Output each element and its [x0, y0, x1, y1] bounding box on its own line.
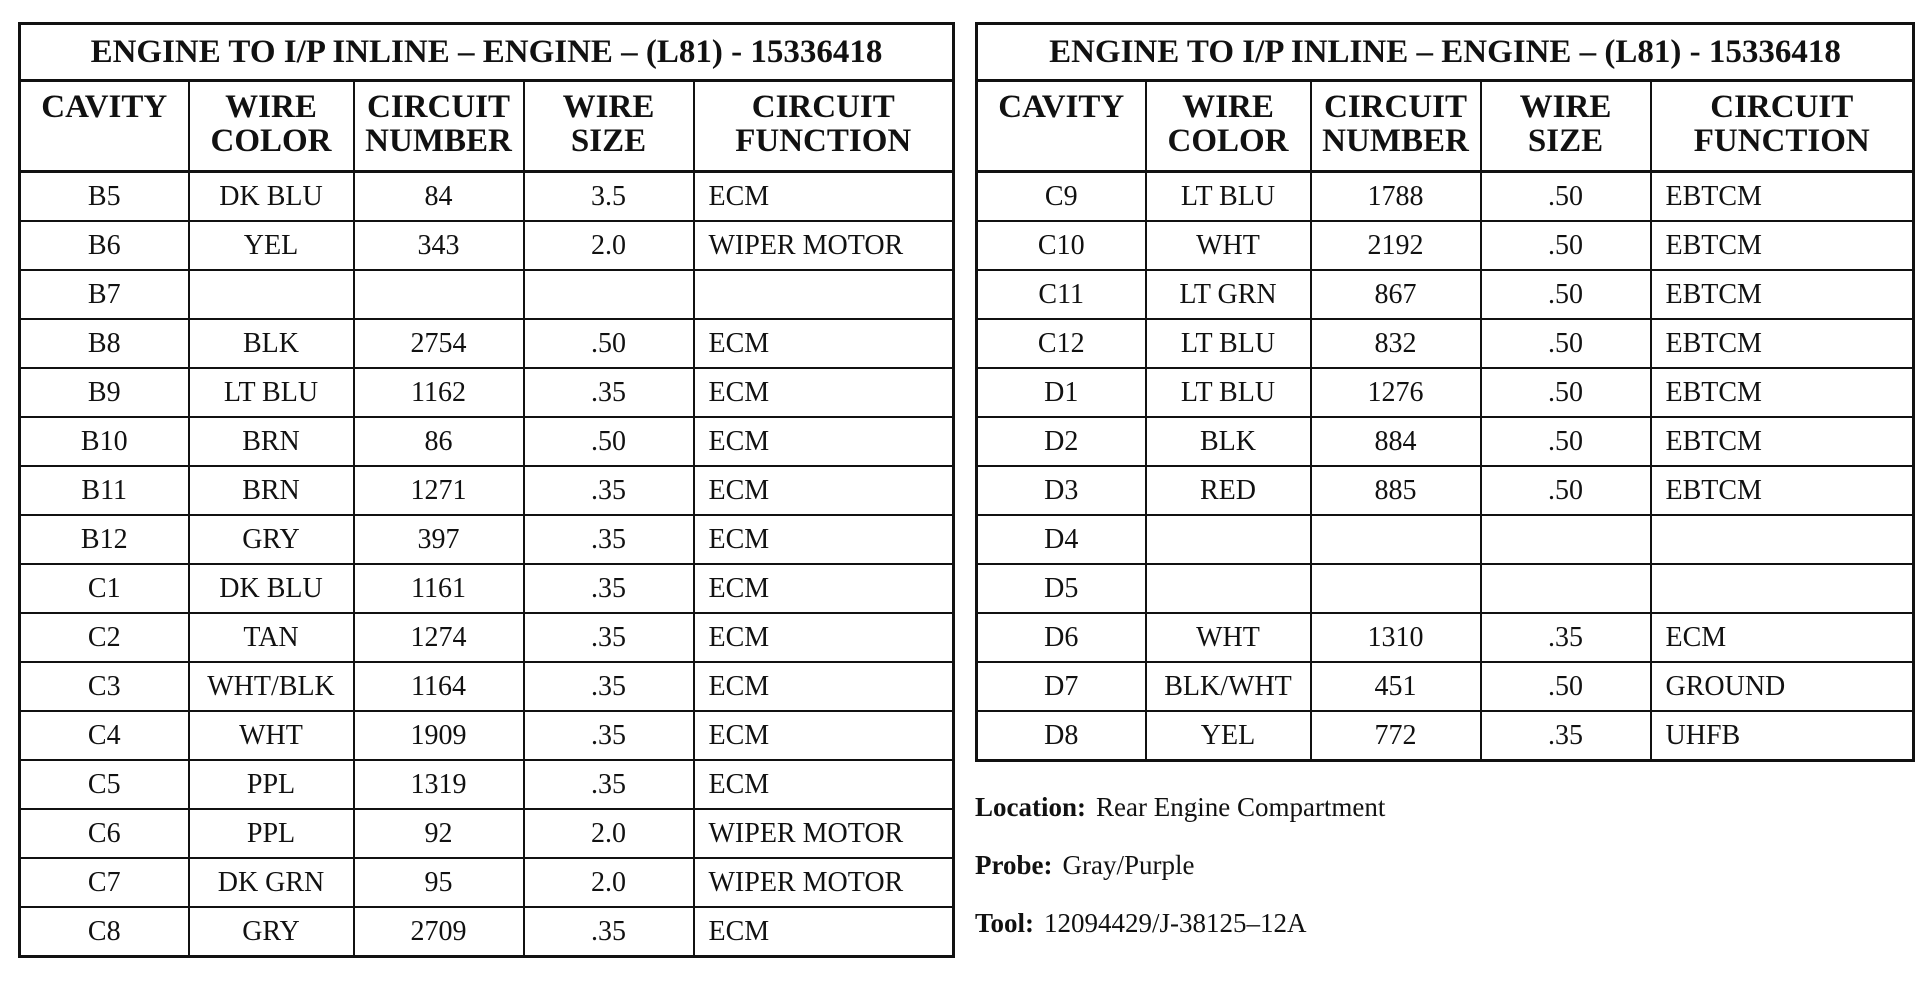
table-row	[20, 172, 954, 222]
column-header-circuit-function: CIRCUIT FUNCTION	[1651, 81, 1914, 172]
cell-wire-size: .35	[524, 613, 694, 662]
cell-wire-color: GRY	[189, 907, 354, 957]
cell-wire-color: WHT	[1146, 221, 1311, 270]
cell-wire-size: .35	[524, 564, 694, 613]
cell-circuit-number: 1276	[1311, 368, 1481, 417]
cell-circuit-function: ECM	[694, 466, 954, 515]
cell-circuit-function: ECM	[694, 613, 954, 662]
cell-wire-size: .35	[524, 368, 694, 417]
table-row	[20, 907, 954, 957]
cell-cavity: C4	[20, 711, 189, 760]
cell-wire-color	[1146, 515, 1311, 564]
cell-wire-color: BLK/WHT	[1146, 662, 1311, 711]
cell-wire-color: BLK	[1146, 417, 1311, 466]
cell-circuit-function: ECM	[694, 319, 954, 368]
cell-circuit-number: 2754	[354, 319, 524, 368]
table-row	[977, 662, 1914, 711]
table-row	[20, 417, 954, 466]
cell-circuit-function: ECM	[694, 907, 954, 957]
cell-wire-color: BRN	[189, 466, 354, 515]
table-row	[977, 466, 1914, 515]
table-row	[977, 417, 1914, 466]
column-header-cavity: CAVITY	[20, 81, 189, 172]
cell-cavity: B8	[20, 319, 189, 368]
cell-wire-size: .50	[1481, 319, 1651, 368]
cell-wire-size: .50	[524, 417, 694, 466]
cell-cavity: C2	[20, 613, 189, 662]
cell-wire-size: .50	[1481, 466, 1651, 515]
column-header-wire-size: WIRE SIZE	[524, 81, 694, 172]
cell-wire-size: .35	[1481, 613, 1651, 662]
table-row	[977, 515, 1914, 564]
cell-circuit-number: 884	[1311, 417, 1481, 466]
column-header-circuit-function: CIRCUIT FUNCTION	[694, 81, 954, 172]
cell-cavity: B9	[20, 368, 189, 417]
cell-wire-size: .35	[524, 515, 694, 564]
cell-circuit-function: WIPER MOTOR	[694, 221, 954, 270]
cell-circuit-function: ECM	[694, 662, 954, 711]
cell-wire-size: .35	[1481, 711, 1651, 761]
cell-wire-color: DK BLU	[189, 172, 354, 222]
cell-circuit-function: WIPER MOTOR	[694, 809, 954, 858]
cell-wire-size: .35	[524, 662, 694, 711]
table-row	[20, 564, 954, 613]
cell-circuit-number: 2192	[1311, 221, 1481, 270]
cell-cavity: B6	[20, 221, 189, 270]
cell-wire-size	[524, 270, 694, 319]
header-row	[977, 81, 1914, 172]
table-row	[20, 711, 954, 760]
cell-wire-color: LT BLU	[189, 368, 354, 417]
table-row	[20, 466, 954, 515]
table-row	[977, 613, 1914, 662]
cell-cavity: D6	[977, 613, 1146, 662]
cell-circuit-number: 832	[1311, 319, 1481, 368]
cell-circuit-function: EBTCM	[1651, 270, 1914, 319]
cell-circuit-function: EBTCM	[1651, 417, 1914, 466]
table-row	[977, 711, 1914, 761]
cell-wire-color: RED	[1146, 466, 1311, 515]
cell-wire-size	[1481, 515, 1651, 564]
cell-circuit-number: 343	[354, 221, 524, 270]
cell-cavity: D7	[977, 662, 1146, 711]
cell-wire-color: YEL	[1146, 711, 1311, 761]
cell-circuit-function: ECM	[1651, 613, 1914, 662]
cell-circuit-function: EBTCM	[1651, 368, 1914, 417]
table-row	[20, 809, 954, 858]
cell-wire-color: LT BLU	[1146, 368, 1311, 417]
cell-circuit-number: 1319	[354, 760, 524, 809]
column-header-wire-color: WIRE COLOR	[1146, 81, 1311, 172]
cell-cavity: B5	[20, 172, 189, 222]
cell-circuit-number: 1310	[1311, 613, 1481, 662]
cell-cavity: C8	[20, 907, 189, 957]
cell-wire-size: 2.0	[524, 221, 694, 270]
cell-circuit-number	[1311, 515, 1481, 564]
cell-wire-size	[1481, 564, 1651, 613]
cell-wire-size: .50	[1481, 221, 1651, 270]
cell-wire-size: .50	[1481, 662, 1651, 711]
cell-cavity: D5	[977, 564, 1146, 613]
table-row	[977, 270, 1914, 319]
cell-cavity: B10	[20, 417, 189, 466]
table-row	[20, 270, 954, 319]
cell-circuit-number: 1788	[1311, 172, 1481, 222]
cell-cavity: B12	[20, 515, 189, 564]
cell-cavity: C12	[977, 319, 1146, 368]
cell-circuit-number: 1274	[354, 613, 524, 662]
cell-wire-size: .50	[1481, 270, 1651, 319]
cell-circuit-number: 772	[1311, 711, 1481, 761]
cell-circuit-function: UHFB	[1651, 711, 1914, 761]
table-row	[977, 172, 1914, 222]
cell-wire-size: .50	[1481, 368, 1651, 417]
cell-circuit-number: 84	[354, 172, 524, 222]
cell-wire-color: BRN	[189, 417, 354, 466]
table-title: ENGINE TO I/P INLINE – ENGINE – (L81) - 15336418	[20, 24, 954, 81]
cell-wire-size: 2.0	[524, 858, 694, 907]
cell-wire-color	[189, 270, 354, 319]
cell-circuit-number: 1164	[354, 662, 524, 711]
tool-note	[975, 908, 1307, 939]
cell-wire-color: DK BLU	[189, 564, 354, 613]
cell-circuit-function: GROUND	[1651, 662, 1914, 711]
cell-wire-color: BLK	[189, 319, 354, 368]
cell-cavity: C1	[20, 564, 189, 613]
cell-cavity: D8	[977, 711, 1146, 761]
cell-wire-color: PPL	[189, 809, 354, 858]
cell-circuit-function: EBTCM	[1651, 221, 1914, 270]
connector-table-left	[18, 22, 955, 958]
cell-wire-color: WHT/BLK	[189, 662, 354, 711]
probe-label: Probe:	[975, 850, 1053, 880]
cell-circuit-function	[694, 270, 954, 319]
cell-circuit-number: 92	[354, 809, 524, 858]
location-label: Location:	[975, 792, 1086, 822]
cell-circuit-number: 2709	[354, 907, 524, 957]
cell-circuit-number: 95	[354, 858, 524, 907]
cell-wire-color: DK GRN	[189, 858, 354, 907]
cell-circuit-function: EBTCM	[1651, 172, 1914, 222]
cell-cavity: C9	[977, 172, 1146, 222]
table-row	[977, 319, 1914, 368]
cell-circuit-number: 867	[1311, 270, 1481, 319]
cell-circuit-function: ECM	[694, 711, 954, 760]
table-row	[20, 515, 954, 564]
cell-circuit-number: 885	[1311, 466, 1481, 515]
cell-circuit-number	[354, 270, 524, 319]
table-row	[977, 221, 1914, 270]
cell-circuit-function	[1651, 564, 1914, 613]
cell-circuit-function: ECM	[694, 515, 954, 564]
cell-wire-size: .35	[524, 907, 694, 957]
table-row	[20, 319, 954, 368]
cell-cavity: C7	[20, 858, 189, 907]
probe-value: Gray/Purple	[1062, 850, 1195, 880]
cell-wire-color: WHT	[1146, 613, 1311, 662]
table-row	[20, 613, 954, 662]
cell-cavity: B7	[20, 270, 189, 319]
cell-wire-color: WHT	[189, 711, 354, 760]
cell-cavity: D1	[977, 368, 1146, 417]
probe-note	[975, 850, 1194, 881]
cell-circuit-number: 1161	[354, 564, 524, 613]
cell-circuit-function: ECM	[694, 760, 954, 809]
cell-wire-size: .50	[1481, 417, 1651, 466]
table-row	[977, 564, 1914, 613]
column-header-wire-color: WIRE COLOR	[189, 81, 354, 172]
column-header-cavity: CAVITY	[977, 81, 1146, 172]
cell-circuit-number: 397	[354, 515, 524, 564]
cell-cavity: C6	[20, 809, 189, 858]
cell-wire-size: 2.0	[524, 809, 694, 858]
cell-wire-color: LT GRN	[1146, 270, 1311, 319]
table-row	[20, 662, 954, 711]
table-row	[20, 858, 954, 907]
cell-wire-color: LT BLU	[1146, 172, 1311, 222]
cell-wire-color	[1146, 564, 1311, 613]
column-header-wire-size: WIRE SIZE	[1481, 81, 1651, 172]
cell-cavity: D2	[977, 417, 1146, 466]
cell-circuit-number: 451	[1311, 662, 1481, 711]
column-header-circuit-number: CIRCUIT NUMBER	[354, 81, 524, 172]
table-row	[20, 760, 954, 809]
cell-cavity: C11	[977, 270, 1146, 319]
cell-wire-size: .50	[1481, 172, 1651, 222]
location-value: Rear Engine Compartment	[1096, 792, 1386, 822]
cell-circuit-function	[1651, 515, 1914, 564]
table-row	[20, 221, 954, 270]
cell-wire-size: .50	[524, 319, 694, 368]
header-row	[20, 81, 954, 172]
cell-circuit-function: EBTCM	[1651, 319, 1914, 368]
cell-wire-color: LT BLU	[1146, 319, 1311, 368]
table-row	[20, 368, 954, 417]
cell-circuit-number: 1162	[354, 368, 524, 417]
tool-value: 12094429/J-38125–12A	[1044, 908, 1307, 938]
table-row	[977, 368, 1914, 417]
cell-circuit-function: ECM	[694, 564, 954, 613]
cell-cavity: D4	[977, 515, 1146, 564]
table-title: ENGINE TO I/P INLINE – ENGINE – (L81) - 15336418	[977, 24, 1914, 81]
cell-wire-color: PPL	[189, 760, 354, 809]
cell-cavity: C5	[20, 760, 189, 809]
cell-circuit-number: 86	[354, 417, 524, 466]
cell-circuit-function: ECM	[694, 417, 954, 466]
cell-wire-color: YEL	[189, 221, 354, 270]
cell-wire-size: .35	[524, 760, 694, 809]
cell-wire-size: .35	[524, 711, 694, 760]
cell-cavity: C3	[20, 662, 189, 711]
tool-label: Tool:	[975, 908, 1035, 938]
cell-circuit-number: 1271	[354, 466, 524, 515]
cell-circuit-function: EBTCM	[1651, 466, 1914, 515]
cell-cavity: D3	[977, 466, 1146, 515]
cell-circuit-function: ECM	[694, 368, 954, 417]
connector-table-right	[975, 22, 1915, 762]
cell-circuit-function: ECM	[694, 172, 954, 222]
cell-wire-color: TAN	[189, 613, 354, 662]
cell-wire-size: .35	[524, 466, 694, 515]
cell-circuit-number	[1311, 564, 1481, 613]
cell-cavity: C10	[977, 221, 1146, 270]
cell-wire-color: GRY	[189, 515, 354, 564]
column-header-circuit-number: CIRCUIT NUMBER	[1311, 81, 1481, 172]
cell-cavity: B11	[20, 466, 189, 515]
cell-circuit-number: 1909	[354, 711, 524, 760]
cell-circuit-function: WIPER MOTOR	[694, 858, 954, 907]
location-note	[975, 792, 1385, 823]
cell-wire-size: 3.5	[524, 172, 694, 222]
